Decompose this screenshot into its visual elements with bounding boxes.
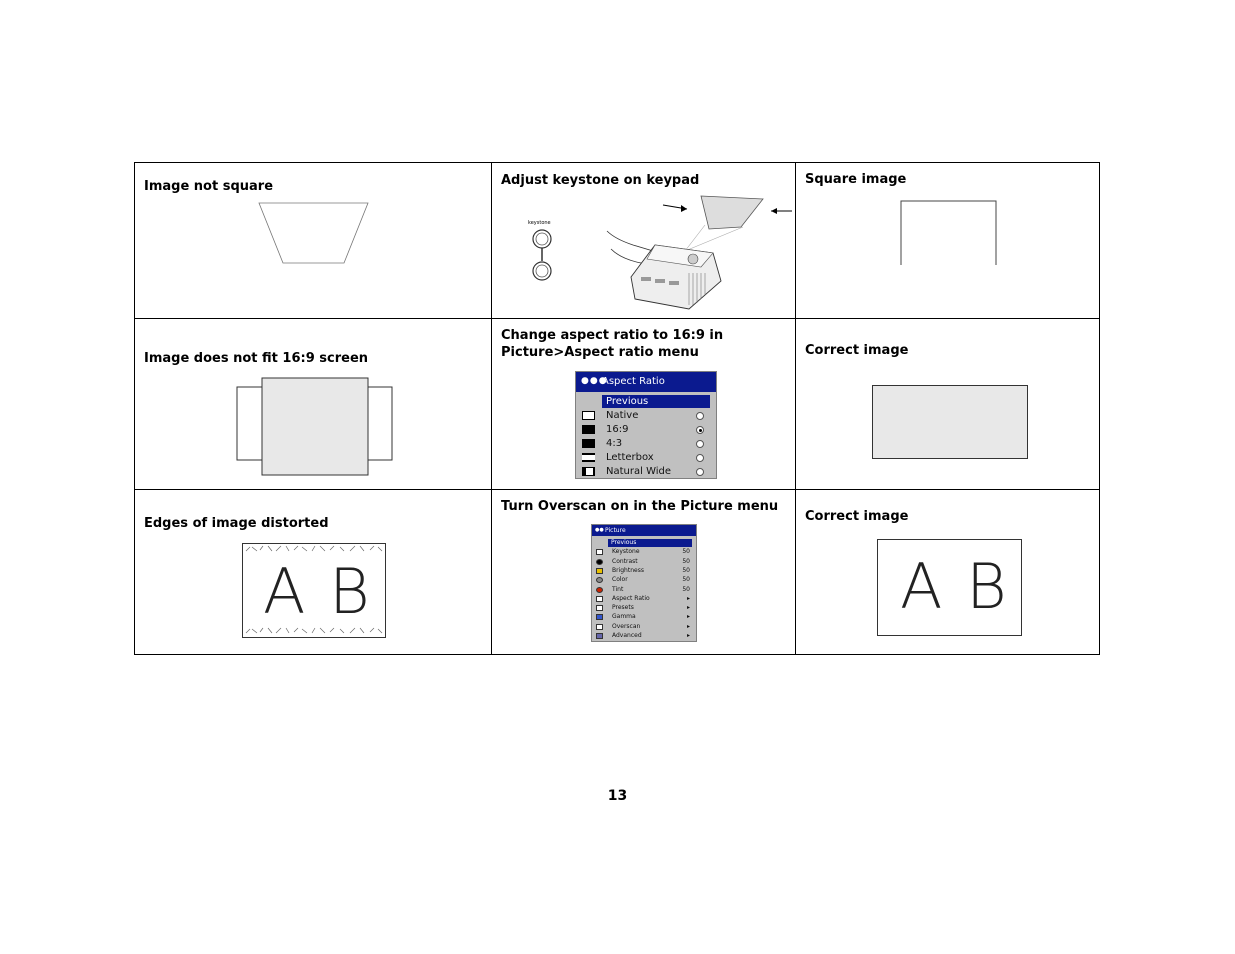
result-heading: Square image bbox=[805, 172, 907, 187]
distorted-image bbox=[242, 543, 387, 639]
correct-image bbox=[877, 539, 1022, 636]
menu-item-label[interactable]: Brightness bbox=[612, 566, 644, 574]
radio-button[interactable] bbox=[696, 412, 704, 420]
problem-heading: Image not square bbox=[144, 179, 274, 194]
problem-heading: Image does not fit 16:9 screen bbox=[144, 351, 369, 366]
menu-item[interactable]: Letterbox bbox=[606, 452, 654, 463]
menu-item-label[interactable]: Tint bbox=[612, 585, 624, 593]
aspect-icon bbox=[582, 439, 595, 448]
result-heading: Correct image bbox=[805, 509, 909, 524]
aspect-icon bbox=[582, 425, 595, 434]
menu-title: Aspect Ratio bbox=[602, 376, 665, 387]
radio-button[interactable] bbox=[696, 440, 704, 448]
menu-item-value: ▸ bbox=[686, 594, 690, 602]
square-image-shape bbox=[900, 200, 998, 266]
solution-line: Change aspect ratio to 16:9 in bbox=[501, 328, 724, 343]
menu-item-value: ▸ bbox=[686, 613, 690, 621]
menu-title-bar bbox=[592, 525, 696, 536]
menu-item-icon bbox=[596, 614, 603, 620]
aspect-icon bbox=[582, 453, 595, 462]
column-divider bbox=[491, 163, 492, 654]
menu-dots-icon: ●●● bbox=[581, 376, 608, 386]
row-divider bbox=[135, 318, 1099, 319]
menu-item-value: 50 bbox=[682, 566, 690, 574]
projector-illustration bbox=[601, 193, 796, 311]
menu-item-value: ▸ bbox=[686, 622, 690, 630]
keystone-keypad bbox=[529, 227, 555, 283]
menu-item-icon bbox=[596, 549, 603, 555]
menu-item-selected[interactable]: Previous bbox=[602, 395, 710, 408]
menu-item-label[interactable]: Advanced bbox=[612, 632, 642, 639]
keypad-label: keystone bbox=[528, 220, 551, 226]
menu-item-value: ▸ bbox=[686, 632, 690, 639]
aspect-ratio-menu bbox=[575, 371, 717, 479]
menu-item-value: 50 bbox=[682, 585, 690, 593]
menu-item[interactable]: 4:3 bbox=[606, 438, 623, 449]
solution-heading bbox=[501, 172, 699, 189]
menu-item-label[interactable]: Aspect Ratio bbox=[612, 594, 650, 602]
menu-item-label[interactable]: Keystone bbox=[612, 548, 640, 556]
menu-item-icon bbox=[596, 596, 603, 602]
menu-item-value: ▸ bbox=[686, 604, 690, 612]
radio-button[interactable] bbox=[696, 454, 704, 462]
menu-item[interactable]: 16:9 bbox=[606, 424, 629, 435]
solution-heading bbox=[501, 327, 723, 361]
radio-button[interactable] bbox=[696, 468, 704, 476]
menu-item-label[interactable]: Contrast bbox=[612, 557, 638, 565]
troubleshooting-table bbox=[134, 162, 1100, 655]
menu-item[interactable]: Natural Wide bbox=[606, 466, 672, 477]
solution-line: Turn Overscan on in the Picture menu bbox=[501, 499, 779, 514]
menu-item-value: 50 bbox=[682, 576, 690, 584]
menu-item-icon bbox=[596, 559, 603, 565]
aspect-icon bbox=[582, 411, 595, 420]
misfit-image-shape bbox=[236, 377, 394, 477]
menu-title: Picture bbox=[605, 527, 626, 534]
menu-dots-icon: ●● bbox=[595, 527, 604, 533]
ab-letters: A B bbox=[263, 555, 372, 628]
solution-line: Picture>Aspect ratio menu bbox=[501, 345, 699, 360]
problem-heading: Edges of image distorted bbox=[144, 516, 329, 531]
menu-item-label[interactable]: Presets bbox=[612, 604, 634, 612]
menu-item-label[interactable]: Color bbox=[612, 576, 628, 584]
aspect-icon bbox=[582, 467, 595, 476]
menu-item-icon bbox=[596, 568, 603, 574]
keystoned-image-shape bbox=[255, 201, 370, 265]
radio-button[interactable] bbox=[696, 426, 704, 434]
solution-line: Adjust keystone on keypad bbox=[501, 173, 700, 188]
menu-item-label[interactable]: Gamma bbox=[612, 613, 636, 621]
menu-item[interactable]: Native bbox=[606, 410, 639, 421]
solution-heading bbox=[501, 498, 778, 515]
menu-item-icon bbox=[596, 633, 603, 639]
menu-item-selected[interactable]: Previous bbox=[608, 539, 692, 547]
row-divider bbox=[135, 489, 1099, 490]
result-heading: Correct image bbox=[805, 343, 909, 358]
menu-title-bar bbox=[576, 372, 716, 392]
correct-16-9-image bbox=[872, 385, 1028, 459]
menu-item-icon bbox=[596, 624, 603, 630]
menu-item-icon bbox=[596, 605, 603, 611]
page-number: 13 bbox=[607, 788, 628, 804]
menu-item-label[interactable]: Overscan bbox=[612, 622, 641, 630]
menu-item-icon bbox=[596, 587, 603, 593]
ab-letters: A B bbox=[900, 550, 1009, 623]
menu-item-value: 50 bbox=[682, 548, 690, 556]
menu-item-icon bbox=[596, 577, 603, 583]
picture-menu bbox=[591, 524, 697, 642]
menu-item-value: 50 bbox=[682, 557, 690, 565]
